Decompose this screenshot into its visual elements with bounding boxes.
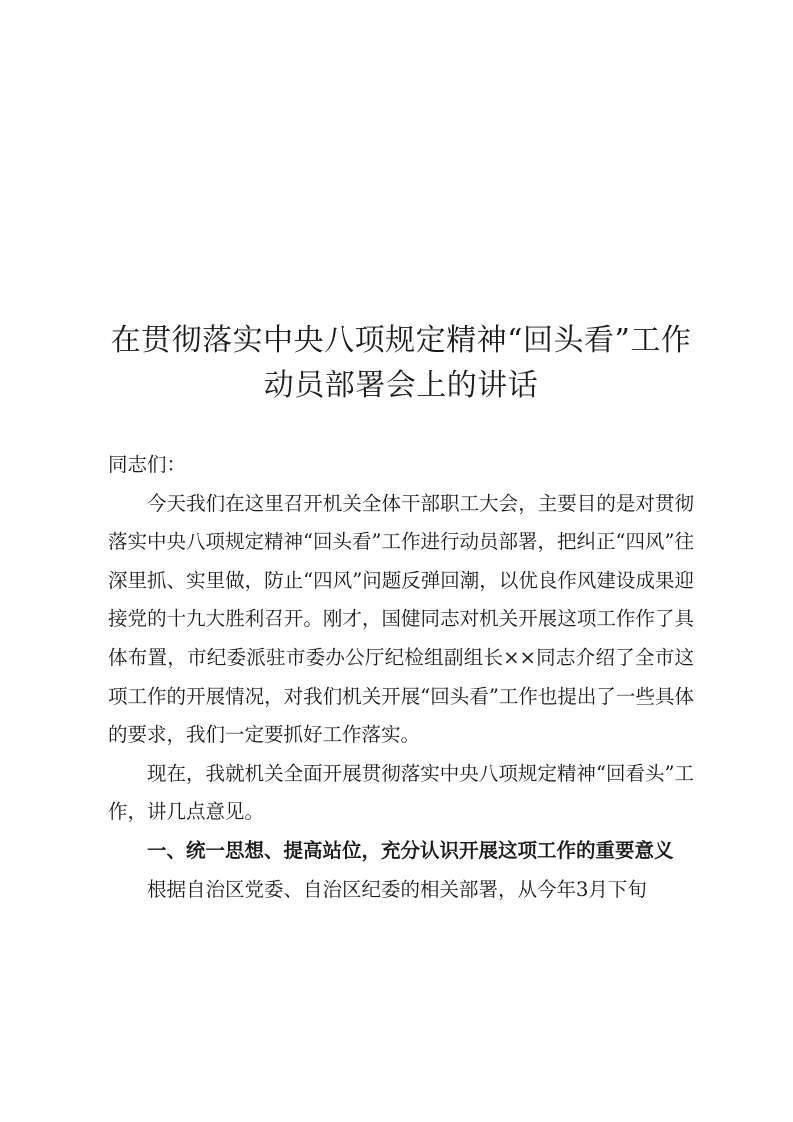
salutation: 同志们： (108, 453, 187, 476)
document-page (108, 318, 694, 909)
title-line-2: 动员部署会上的讲话 (263, 368, 539, 403)
title-line-1: 在贯彻落实中央八项规定精神“回头看”工作 (110, 323, 692, 358)
section-heading-1: 一、统一思想、提高站位，充分认识开展这项工作的重要意义 (147, 838, 674, 862)
paragraph-2: 现在，我就机关全面开展贯彻落实中央八项规定精神“回看头”工作，讲几点意见。 (108, 761, 694, 824)
document-body (108, 446, 694, 909)
paragraph-1: 今天我们在这里召开机关全体干部职工大会，主要目的是对贯彻落实中央八项规定精神“回头看”工作进行动员部署，把纠正“四风”往深里抓、实里做，防止“四风”问题反弹回潮，以优良作风建设成果迎接党的十九大胜利召开。刚才，国健同志对机关开展这项工作作了具体布置，市纪委派驻市委办公厅纪检组副组长××同志介绍了全市这项工作的开展情况，对我们机关开展“回头看”工作也提出了一些具体的要求，我们一定要抓好工作落实。 (108, 491, 694, 747)
document-title (108, 318, 694, 408)
paragraph-3: 根据自治区党委、自治区纪委的相关部署，从今年3月下旬 (147, 877, 647, 901)
